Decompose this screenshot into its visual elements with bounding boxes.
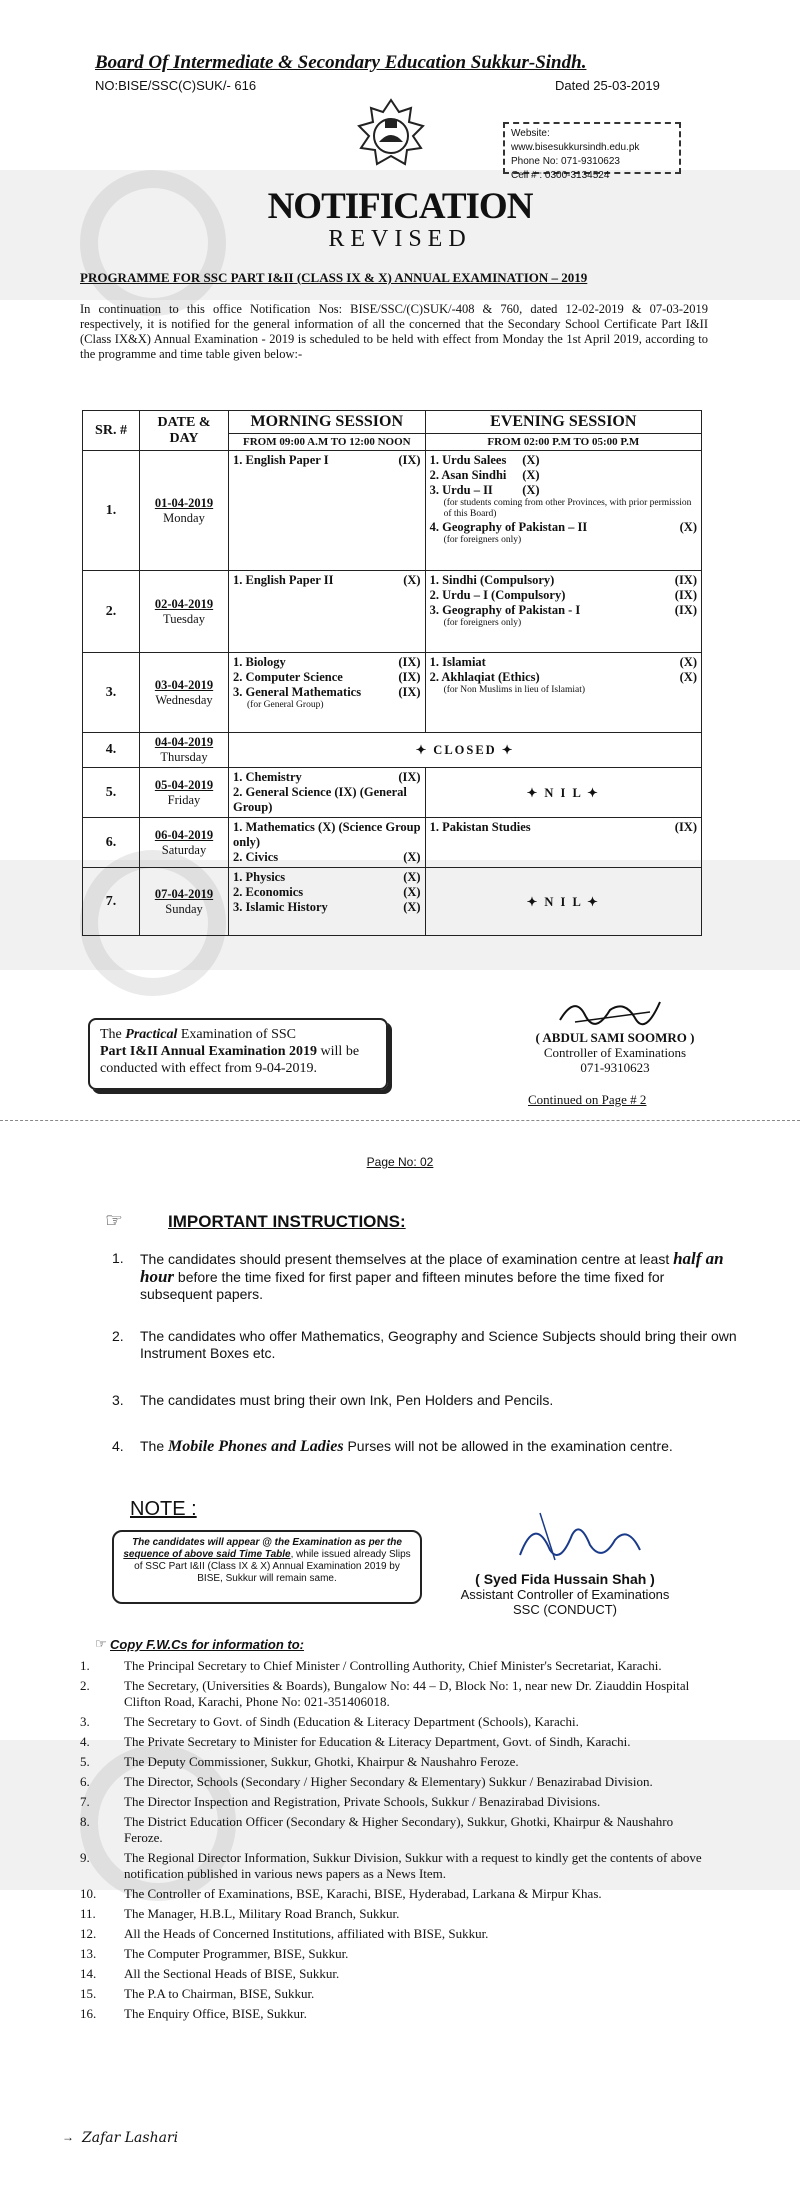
- evening-cell: 1. Urdu Salees (X) 2. Asan Sindhi (X) 3. Urdu – II (X) (for students coming from other Provinces, with prior permission of this Board) 4. Geography of Pakistan – II (X) (for foreigners only): [425, 451, 701, 571]
- table-row: [83, 451, 702, 571]
- row-sr: 7.: [83, 868, 140, 936]
- row-sr: 5.: [83, 768, 140, 818]
- list-item: 15. The P.A to Chairman, BISE, Sukkur.: [80, 1986, 315, 2001]
- list-item: 14. All the Sectional Heads of BISE, Sukkur.: [80, 1966, 340, 1981]
- instruction-item: 2. The candidates who offer Mathematics, Geography and Science Subjects should bring their own Instrument Boxes etc.: [112, 1328, 737, 1361]
- note-box: The candidates will appear @ the Examination as per the sequence of above said Time Table, while issued already Slips of SSC Part I&II (Class IX & X) Annual Examination 2019 by BISE, Sukkur will remain same.: [112, 1530, 422, 1604]
- revised-subtitle: REVISED: [328, 226, 472, 252]
- morning-cell: 1. English Paper II (X): [229, 571, 426, 653]
- controller-title: Controller of Examinations: [543, 1045, 687, 1060]
- practical-notice: The Practical Examination of SSC Part I&II Annual Examination 2019 will be conducted with effect from 9-04-2019.: [88, 1018, 388, 1090]
- row-date: 06-04-2019 Saturday: [140, 818, 229, 868]
- row-sr: 4.: [83, 733, 140, 768]
- copy-list: [80, 1658, 710, 2026]
- list-item: 13. The Computer Programmer, BISE, Sukkur.: [80, 1946, 349, 1961]
- pointing-hand-icon: ☞: [95, 1636, 107, 1651]
- controller-name: ( ABDUL SAMI SOOMRO ): [535, 1030, 695, 1045]
- list-item: 10. The Controller of Examinations, BSE, Karachi, BISE, Hyderabad, Larkana & Mirpur Khas.: [80, 1886, 602, 1901]
- row-sr: 1.: [83, 451, 140, 571]
- header-morning: MORNING SESSION: [229, 411, 426, 434]
- list-item: 9. The Regional Director Information, Sukkur Division, Sukkur with a request to kindly get the contents of above notification published in various news papers as a News Item.: [80, 1850, 702, 1881]
- evening-nil: ✦ N I L ✦: [425, 768, 701, 818]
- arrow-icon: →: [62, 2130, 74, 2144]
- board-logo-icon: [355, 98, 427, 172]
- list-item: 8. The District Education Officer (Secondary & Higher Secondary), Sukkur, Ghotki, Khairpur & Naushahro Feroze.: [80, 1814, 674, 1845]
- website-text: Website: www.bisesukkursindh.edu.pk: [511, 128, 640, 153]
- morning-cell: 1. Chemistry (IX) 2. General Science (IX) (General Group): [229, 768, 426, 818]
- note-title: NOTE :: [130, 1498, 197, 1520]
- board-title: Board Of Intermediate & Secondary Education Sukkur-Sindh.: [95, 52, 587, 73]
- table-row: [83, 733, 702, 768]
- evening-cell: 1. Islamiat (X) 2. Akhlaqiat (Ethics) (X) (for Non Muslims in lieu of Islamiat): [425, 653, 701, 733]
- row-date: 02-04-2019 Tuesday: [140, 571, 229, 653]
- morning-time: FROM 09:00 A.M TO 12:00 NOON: [229, 434, 426, 451]
- contact-box: [503, 122, 681, 181]
- row-date: 07-04-2019 Sunday: [140, 868, 229, 936]
- closed-cell: ✦ CLOSED ✦: [229, 733, 702, 768]
- evening-time: FROM 02:00 P.M TO 05:00 P.M: [425, 434, 701, 451]
- phone-text: Phone No: 071-9310623: [511, 156, 620, 167]
- header-sr: SR. #: [83, 411, 140, 451]
- list-item: 16. The Enquiry Office, BISE, Sukkur.: [80, 2006, 307, 2021]
- footer-signature: Zafar Lashari: [82, 2130, 179, 2146]
- controller-signature-block: [500, 1030, 730, 1075]
- list-item: 3. The Secretary to Govt. of Sindh (Education & Literacy Department (Schools), Karachi.: [80, 1714, 579, 1729]
- evening-cell: 1. Sindhi (Compulsory) (IX) 2. Urdu – I (Compulsory) (IX) 3. Geography of Pakistan - I (IX) (for foreigners only): [425, 571, 701, 653]
- morning-cell: 1. Physics (X) 2. Economics (X) 3. Islamic History (X): [229, 868, 426, 936]
- page-number: Page No: 02: [366, 1155, 434, 1169]
- list-item: 6. The Director, Schools (Secondary / Higher Secondary & Elementary) Sukkur / Benazirabad Division.: [80, 1774, 653, 1789]
- signature-icon: [555, 990, 665, 1030]
- table-row: [83, 571, 702, 653]
- morning-cell: 1. English Paper I (IX): [229, 451, 426, 571]
- assistant-name: ( Syed Fida Hussain Shah ): [475, 1571, 655, 1587]
- assistant-signature-block: [440, 1572, 690, 1617]
- table-row: [83, 768, 702, 818]
- table-row: [83, 868, 702, 936]
- row-sr: 6.: [83, 818, 140, 868]
- cell-text: Cell # : 0300-3134524: [511, 170, 610, 181]
- row-date: 01-04-2019 Monday: [140, 451, 229, 571]
- notification-title: NOTIFICATION: [267, 186, 533, 227]
- copy-to-title: Copy F.W.Cs for information to:: [110, 1637, 305, 1652]
- table-row: [83, 818, 702, 868]
- controller-phone: 071-9310623: [580, 1060, 650, 1075]
- row-sr: 2.: [83, 571, 140, 653]
- intro-paragraph: In continuation to this office Notification Nos: BISE/SSC/(C)SUK/-408 & 760, dated 12-02-2019 & 07-03-2019 respectively, it is notified for the general information of all the concerned that the Secondary School Certificate Part I&II (Class IX&X) Annual Examination - 2019 is scheduled to be held with effect from Monday the 1st April 2019, according to the programme and time table given below:-: [80, 302, 708, 361]
- row-date: 03-04-2019 Wednesday: [140, 653, 229, 733]
- exam-timetable: [82, 410, 702, 936]
- evening-cell: 1. Pakistan Studies (IX): [425, 818, 701, 868]
- row-sr: 3.: [83, 653, 140, 733]
- assistant-dept: SSC (CONDUCT): [513, 1602, 617, 1617]
- instructions-title: IMPORTANT INSTRUCTIONS:: [168, 1212, 406, 1231]
- signature-icon: [510, 1505, 650, 1575]
- programme-heading: PROGRAMME FOR SSC PART I&II (CLASS IX & X) ANNUAL EXAMINATION – 2019: [80, 270, 588, 285]
- header-date: DATE & DAY: [140, 411, 229, 451]
- issue-date: Dated 25-03-2019: [555, 78, 660, 93]
- list-item: 5. The Deputy Commissioner, Sukkur, Ghotki, Khairpur & Naushahro Feroze.: [80, 1754, 519, 1769]
- list-item: 4. The Private Secretary to Minister for Education & Literacy Department, Govt. of Sindh, Karachi.: [80, 1734, 631, 1749]
- assistant-title: Assistant Controller of Examinations: [460, 1587, 670, 1602]
- page-divider: [0, 1120, 800, 1122]
- reference-number: NO:BISE/SSC(C)SUK/- 616: [95, 78, 257, 93]
- list-item: 7. The Director Inspection and Registration, Private Schools, Sukkur / Benazirabad Divisions.: [80, 1794, 601, 1809]
- instruction-item: 3. The candidates must bring their own Ink, Pen Holders and Pencils.: [112, 1392, 554, 1408]
- row-date: 05-04-2019 Friday: [140, 768, 229, 818]
- list-item: 1. The Principal Secretary to Chief Minister / Controlling Authority, Chief Minister's Secretariat, Karachi.: [80, 1658, 662, 1673]
- pointing-hand-icon: ☞: [105, 1210, 123, 1232]
- evening-nil: ✦ N I L ✦: [425, 868, 701, 936]
- row-date: 04-04-2019 Thursday: [140, 733, 229, 768]
- header-evening: EVENING SESSION: [425, 411, 701, 434]
- morning-cell: 1. Mathematics (X) (Science Group only) 2. Civics (X): [229, 818, 426, 868]
- list-item: 11. The Manager, H.B.L, Military Road Branch, Sukkur.: [80, 1906, 400, 1921]
- continued-note: Continued on Page # 2: [528, 1092, 647, 1107]
- list-item: 2. The Secretary, (Universities & Boards), Bungalow No: 44 – D, Block No: 1, near new Dr. Ziauddin Hospital Clifton Road, Karachi, Phone No: 021-351406018.: [80, 1678, 690, 1709]
- instruction-item: 1. The candidates should present themselves at the place of examination centre at least half an hour before the time fixed for first paper and fifteen minutes before the time fixed for subsequent papers.: [112, 1249, 724, 1302]
- table-row: [83, 653, 702, 733]
- morning-cell: 1. Biology (IX) 2. Computer Science (IX) 3. General Mathematics (IX) (for General Group): [229, 653, 426, 733]
- list-item: 12. All the Heads of Concerned Institutions, affiliated with BISE, Sukkur.: [80, 1926, 489, 1941]
- instruction-item: 4. The Mobile Phones and Ladies Purses will not be allowed in the examination centre.: [112, 1438, 673, 1455]
